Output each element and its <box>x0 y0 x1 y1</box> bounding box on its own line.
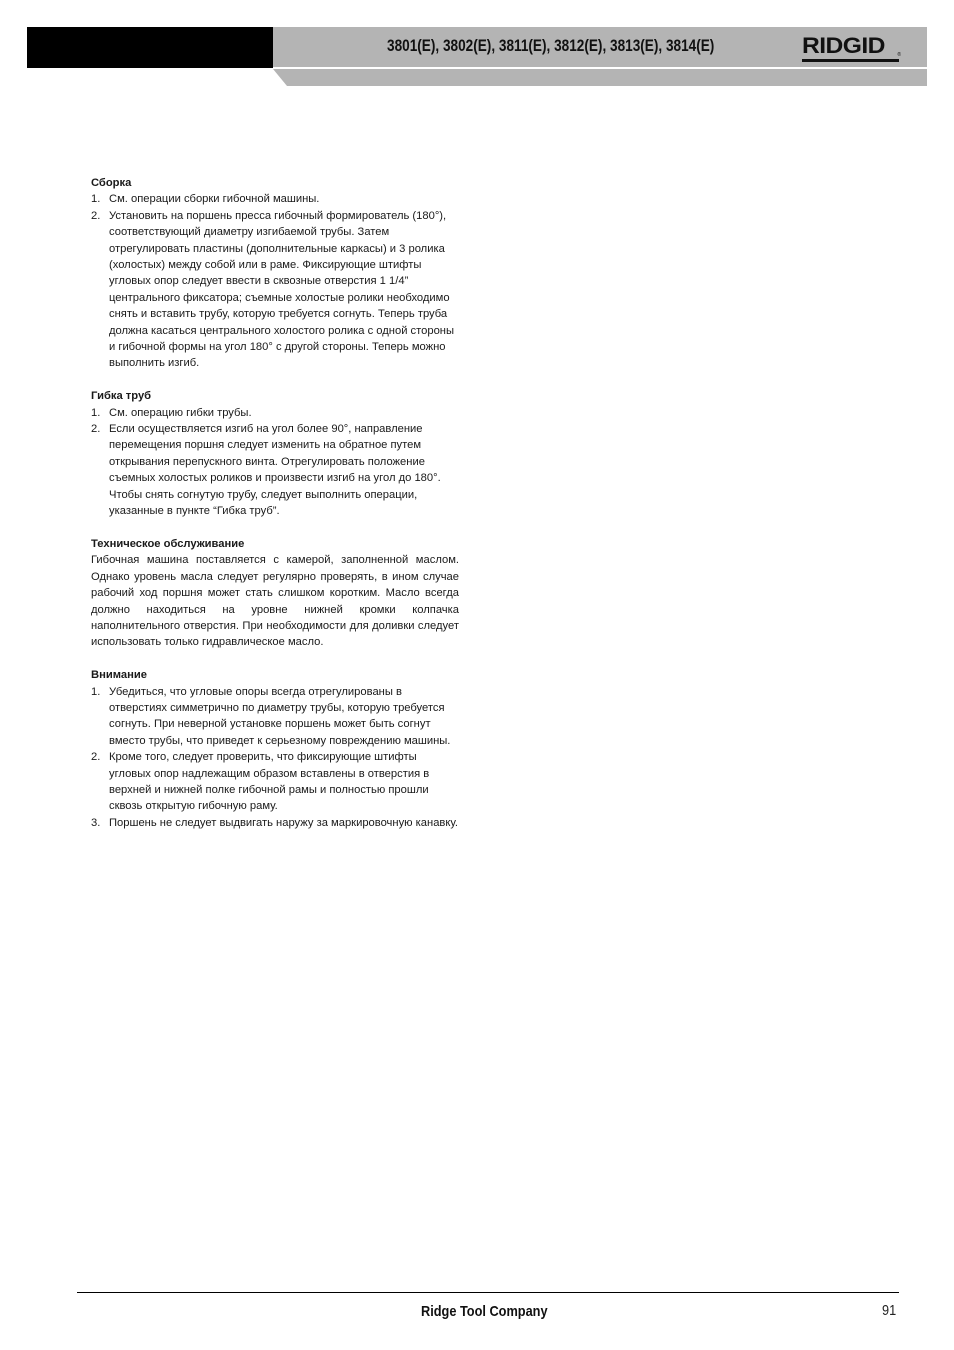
header-gray-strip <box>273 69 927 86</box>
section-title: Техническое обслуживание <box>91 537 245 550</box>
section-title: Сборка <box>91 177 132 189</box>
footer-rule <box>77 1292 899 1293</box>
list-item <box>91 815 459 831</box>
list-item <box>91 208 459 372</box>
list-text: Кроме того, следует проверить, что фиксирующие штифты угловых опор надлежащим образом вставлены в отверстия в верхней и нижней полке гибочной рамы и полностью прошли сквозь открытую гибочную раму. <box>109 751 430 813</box>
section-warning <box>91 667 459 831</box>
header-black-block <box>27 27 273 68</box>
list-text: Поршень не следует выдвигать наружу за маркировочную канавку. <box>109 816 458 829</box>
list-text: Установить на поршень пресса гибочный формирователь (180°), соответствующий диаметру изгибаемой трубы. Затем отрегулировать пластины (дополнительные каркасы) и 3 ролика (холостых) между собой или в раме. Фиксирующие штифты угловых опор следует ввести в сквозные отверстия 1 1/4” центрального фиксатора; съемные холостые ролики необходимо снять и вставить трубу, которую требуется согнуть. Теперь труба должна касаться центрального холостого ролика с одной стороны и гибочной формы на угол 180° с другой стороны. Теперь можно выполнить изгиб. <box>109 209 455 370</box>
list-number: 3. <box>91 816 101 829</box>
list-text: См. операции сборки гибочной машины. <box>109 193 320 206</box>
logo-underline <box>802 59 899 62</box>
list-text: Если осуществляется изгиб на угол более 90°, направление перемещения поршня следует изменить на обратное путем открывания перепускного винта. Отрегулировать положение съемных холостых роликов и произвести изгиб на угол до 180°. Чтобы снять согнутую трубу, следует выполнить операции, указанные в пункте “Гибка труб”. <box>109 423 441 518</box>
main-content <box>91 175 459 848</box>
list-item <box>91 405 459 421</box>
numbered-list <box>91 684 459 832</box>
section-pipe-bending <box>91 388 459 519</box>
list-item <box>91 684 459 750</box>
list-number: 2. <box>91 751 101 764</box>
section-title: Гибка труб <box>91 390 152 403</box>
list-number: 2. <box>91 423 101 436</box>
list-number: 2. <box>91 209 101 222</box>
ridgid-logo <box>802 34 899 64</box>
section-maintenance <box>91 536 459 651</box>
logo-text: RIDGID <box>802 33 885 58</box>
list-number: 1. <box>91 685 101 698</box>
list-item <box>91 191 459 207</box>
list-item <box>91 421 459 519</box>
list-number: 1. <box>91 406 101 419</box>
list-text: См. операцию гибки трубы. <box>109 406 252 419</box>
page-number: 91 <box>882 1302 897 1319</box>
list-text: Убедиться, что угловые опоры всегда отрегулированы в отверстиях симметрично по диаметру трубы, которую требуется согнуть. При неверной установке поршень может быть согнут вместо трубы, что приведет к серьезному повреждению машины. <box>109 685 451 747</box>
trademark-icon: ® <box>897 52 901 58</box>
maintenance-paragraph: Гибочная машина поставляется с камерой, заполненной маслом. Однако уровень масла следует регулярно проверять, в ином случае рабочий ход поршня может стать слишком коротким. Масло всегда должно находиться на уровне нижней кромки колпачка наполнительного отверстия. При необходимости для доливки следует использовать только гидравлическое масло. <box>91 554 459 649</box>
list-item <box>91 749 459 815</box>
footer-company: Ridge Tool Company <box>421 1303 548 1320</box>
document-title: 3801(E), 3802(E), 3811(E), 3812(E), 3813(E), 3814(E) <box>387 36 715 55</box>
list-number: 1. <box>91 193 101 206</box>
numbered-list <box>91 405 459 520</box>
section-title: Внимание <box>91 669 147 682</box>
section-assembly <box>91 175 459 372</box>
numbered-list <box>91 191 459 371</box>
